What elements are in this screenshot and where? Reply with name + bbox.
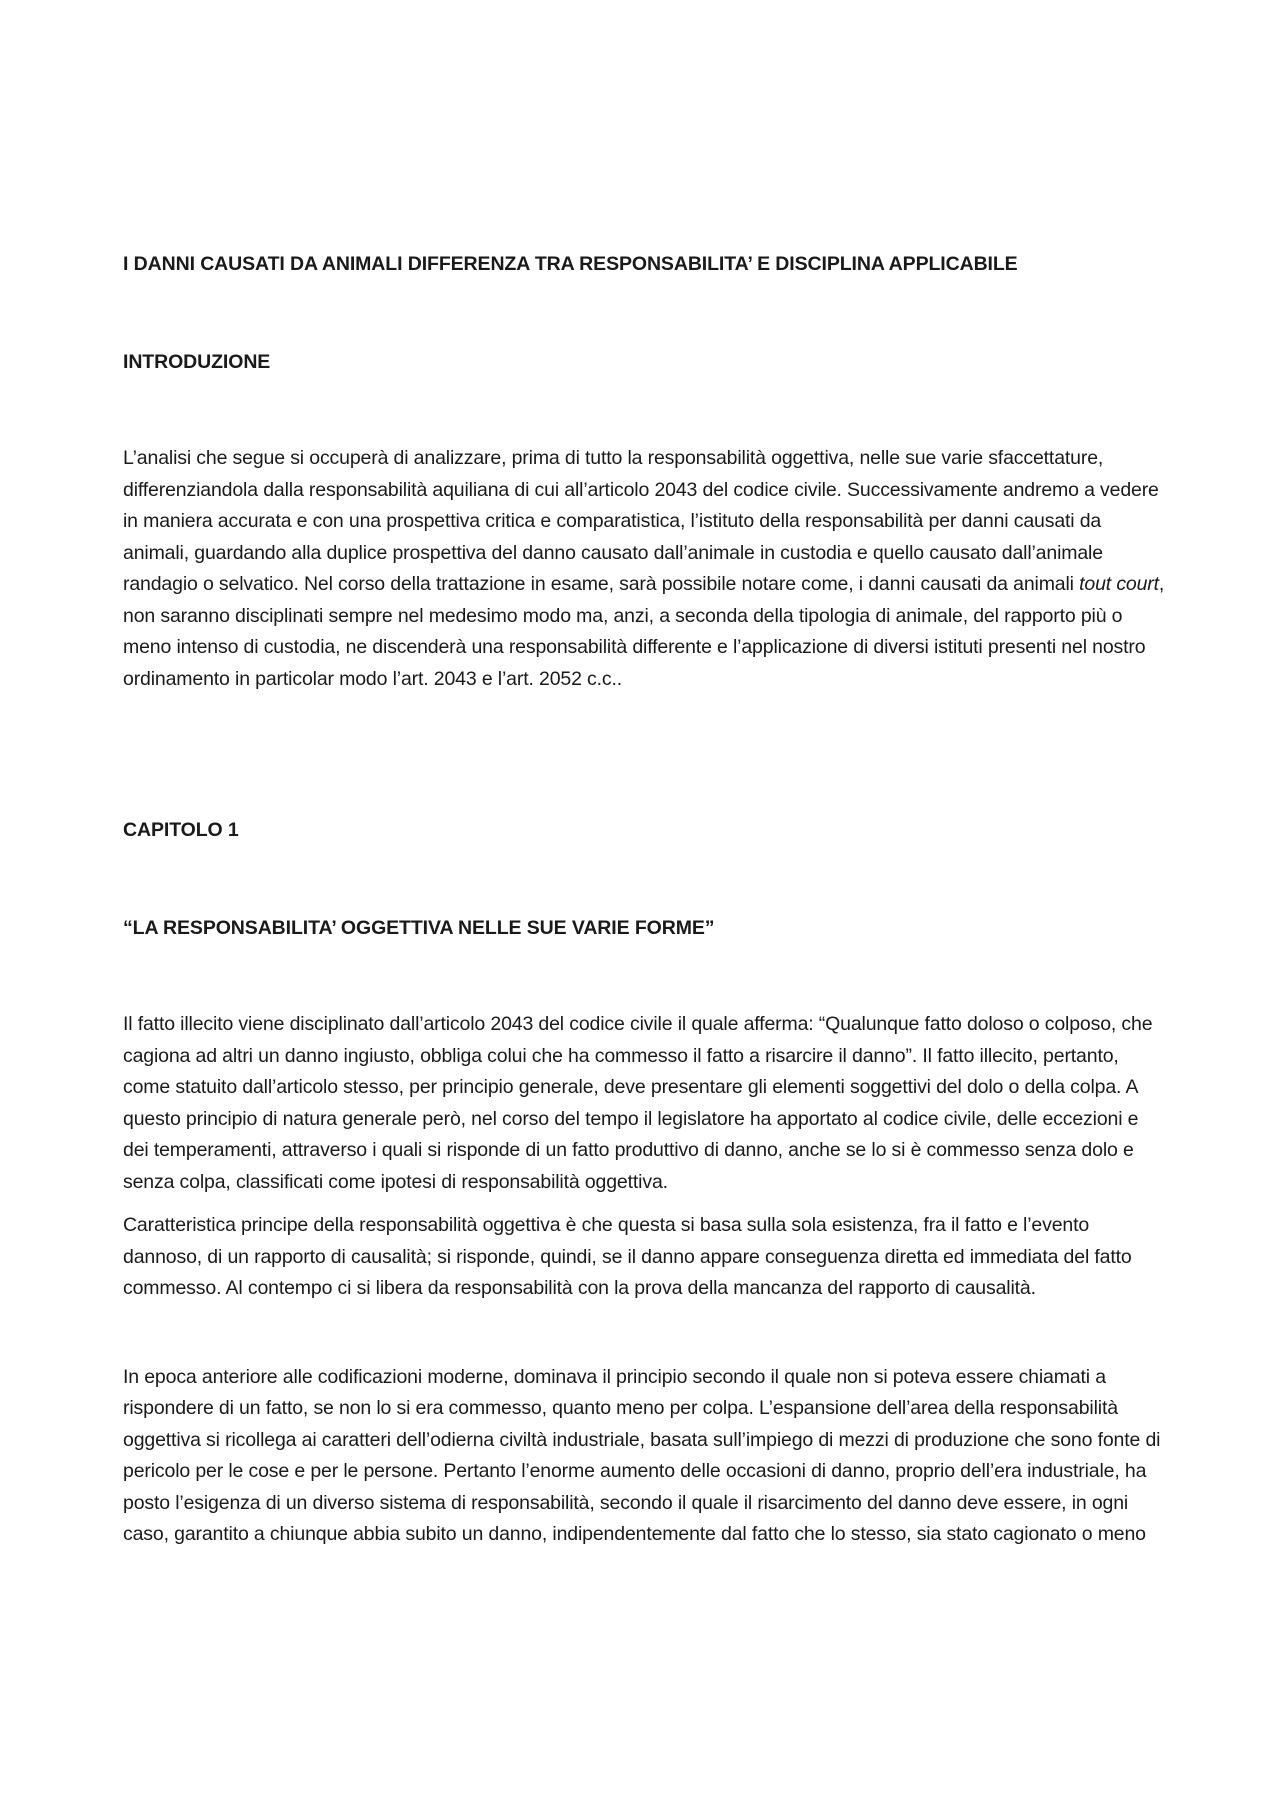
introduction-paragraph [123,443,1168,695]
chapter-paragraph: Il fatto illecito viene disciplinato dall’articolo 2043 del codice civile il quale afferma: “Qualunque fatto doloso o colposo, che cagiona ad altri un danno ingiusto, obbliga colui che ha commesso il fatto a risarcire il danno”. Il fatto illecito, pertanto, come statuito dall’articolo stesso, per principio generale, deve presentare gli elementi soggettivi del dolo o della colpa. A questo principio di natura generale però, nel corso del tempo il legislatore ha apportato al codice civile, delle eccezioni e dei temperamenti, attraverso i quali si risponde di un fatto produttivo di danno, anche se lo si è commesso senza dolo e senza colpa, classificati come ipotesi di responsabilità oggettiva. [123,1013,1153,1193]
chapter-title: “LA RESPONSABILITA’ OGGETTIVA NELLE SUE VARIE FORME” [123,917,715,939]
document-title: I DANNI CAUSATI DA ANIMALI DIFFERENZA TRA RESPONSABILITA’ E DISCIPLINA APPLICABILE [123,253,1018,275]
introduction-heading: INTRODUZIONE [123,351,271,373]
chapter-heading: CAPITOLO 1 [123,819,239,841]
introduction-text-end: , non saranno disciplinati sempre nel medesimo modo ma, anzi, a seconda della tipologia di animale, del rapporto più o meno intenso di custodia, ne discenderà una responsabilità differente e l’applicazione di diversi istituti presenti nel nostro ordinamento in particolar modo l’art. 2043 e l’art. 2052 c.c.. [123,573,1165,690]
chapter-paragraph: In epoca anteriore alle codificazioni moderne, dominava il principio secondo il quale non si poteva essere chiamati a rispondere di un fatto, se non lo si era commesso, quanto meno per colpa. L’espansione dell’area della responsabilità oggettiva si ricollega ai caratteri dell’odierna civiltà industriale, basata sull’impiego di mezzi di produzione che sono fonte di pericolo per le cose e per le persone. Pertanto l’enorme aumento delle occasioni di danno, proprio dell’era industriale, ha posto l’esigenza di un diverso sistema di responsabilità, secondo il quale il risarcimento del danno deve essere, in ogni caso, garantito a chiunque abbia subito un danno, indipendentemente dal fatto che lo stesso, sia stato cagionato o meno [123,1365,1161,1545]
document-body [123,250,1168,1551]
introduction-italic-term: tout court [1079,573,1159,595]
introduction-text-start: L’analisi che segue si occuperà di analizzare, prima di tutto la responsabilità oggettiva, nelle sue varie sfaccettature, differenziandola dalla responsabilità aquiliana di cui all’articolo 2043 del codice civile. Successivamente andremo a vedere in maniera accurata e con una prospettiva critica e comparatistica, l’istituto della responsabilità per danni causati da animali, guardando alla duplice prospettiva del danno causato dall’animale in custodia e quello causato dall’animale randagio o selvatico. Nel corso della trattazione in esame, sarà possibile notare come, i danni causati da animali [123,447,1159,595]
chapter-paragraph: Caratteristica principe della responsabilità oggettiva è che questa si basa sulla sola esistenza, fra il fatto e l’evento dannoso, di un rapporto di causalità; si risponde, quindi, se il danno appare conseguenza diretta ed immediata del fatto commesso. Al contempo ci si libera da responsabilità con la prova della mancanza del rapporto di causalità. [123,1214,1132,1299]
